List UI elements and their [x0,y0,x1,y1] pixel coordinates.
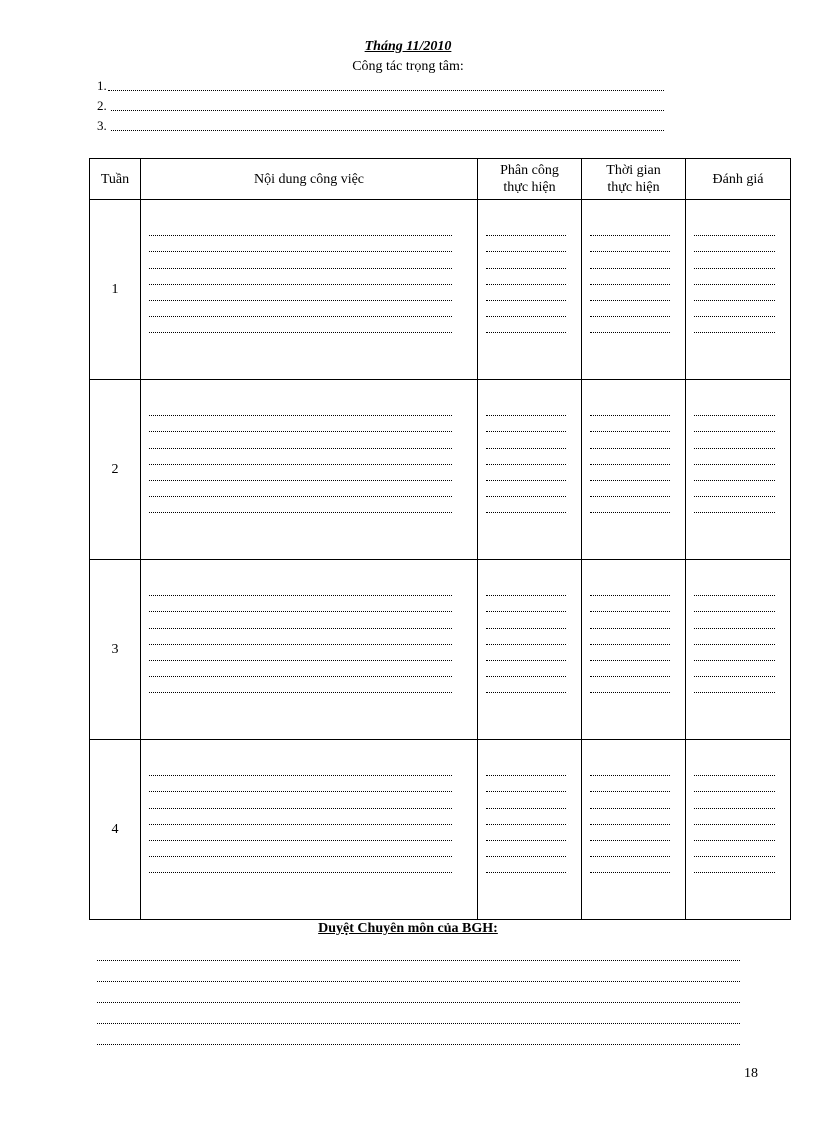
dotted-fill-line [694,580,775,596]
assignee-cell [478,560,582,740]
dotted-fill-line [486,432,566,448]
evaluation-cell [686,380,791,560]
dotted-lines-group [478,380,581,559]
dotted-fill-line [149,760,452,776]
dotted-lines-group [141,380,477,559]
dotted-fill-line [590,612,670,628]
page-title: Tháng 11/2010 [364,39,452,54]
dotted-fill-line [486,481,566,497]
week-number-cell: 2 [90,380,141,560]
dotted-fill-line [486,400,566,416]
dotted-fill-line [486,825,566,841]
dotted-fill-line [694,252,775,268]
dotted-fill-line [694,645,775,661]
time-cell [582,380,686,560]
dotted-fill-line [486,677,566,693]
content-cell [141,380,478,560]
table-row [90,200,791,380]
dotted-fill-line [149,416,452,432]
dotted-fill-line [486,857,566,873]
dotted-fill-line [149,236,452,252]
dotted-fill-line [149,677,452,693]
dotted-fill-line [694,481,775,497]
dotted-fill-line [694,301,775,317]
dotted-fill-line [149,301,452,317]
dotted-fill-line [149,400,452,416]
dotted-fill-line [694,792,775,808]
dotted-fill-line [149,449,452,465]
dotted-lines-group [686,560,790,739]
approval-heading: Duyệt Chuyên môn của BGH: [318,921,498,936]
dotted-fill-line [590,220,670,236]
assignee-cell [478,200,582,380]
task-number: 1. [97,78,107,93]
dotted-fill-line [590,465,670,481]
task-number: 3. [97,118,110,133]
dotted-fill-line [486,285,566,301]
dotted-fill-line [486,317,566,333]
dotted-fill-line [590,776,670,792]
dotted-fill-line [111,120,664,131]
dotted-fill-line [694,285,775,301]
column-header-time: Thời gian thực hiện [582,159,686,200]
dotted-fill-line [149,269,452,285]
dotted-lines-group [582,200,685,379]
table-header-row [90,159,791,200]
dotted-fill-line [590,317,670,333]
dotted-fill-line [590,481,670,497]
dotted-fill-line [590,792,670,808]
table-row [90,560,791,740]
dotted-fill-line [486,645,566,661]
dotted-fill-line [694,677,775,693]
dotted-lines-group [686,380,790,559]
dotted-fill-line [486,252,566,268]
dotted-fill-line [694,612,775,628]
dotted-fill-line [97,961,740,982]
dotted-fill-line [149,596,452,612]
dotted-fill-line [590,596,670,612]
dotted-fill-line [486,841,566,857]
dotted-lines-group [582,380,685,559]
dotted-fill-line [149,432,452,448]
week-number-cell: 4 [90,740,141,920]
dotted-lines-group [141,200,477,379]
dotted-fill-line [486,301,566,317]
dotted-fill-line [149,661,452,677]
weekly-plan-table [89,158,791,920]
dotted-fill-line [590,629,670,645]
dotted-fill-line [149,481,452,497]
dotted-fill-line [590,400,670,416]
dotted-fill-line [694,400,775,416]
dotted-fill-line [486,776,566,792]
dotted-fill-line [694,857,775,873]
dotted-fill-line [486,661,566,677]
dotted-lines-group [582,560,685,739]
dotted-fill-line [590,236,670,252]
dotted-lines-group [141,560,477,739]
dotted-fill-line [111,100,664,111]
table-row [90,740,791,920]
time-cell [582,740,686,920]
dotted-fill-line [149,317,452,333]
evaluation-cell [686,560,791,740]
dotted-fill-line [694,497,775,513]
content-cell [141,740,478,920]
dotted-fill-line [694,596,775,612]
approval-fill-lines [97,940,740,1045]
dotted-fill-line [694,236,775,252]
dotted-fill-line [590,497,670,513]
dotted-fill-line [590,449,670,465]
time-cell [582,560,686,740]
dotted-fill-line [694,841,775,857]
table-row [90,380,791,560]
dotted-fill-line [590,269,670,285]
dotted-fill-line [590,677,670,693]
dotted-fill-line [149,285,452,301]
task-line-1 [97,78,664,94]
dotted-fill-line [486,269,566,285]
dotted-fill-line [149,252,452,268]
task-line-3 [97,118,664,134]
dotted-fill-line [694,465,775,481]
dotted-fill-line [149,497,452,513]
column-header-assignee: Phân công thực hiện [478,159,582,200]
dotted-fill-line [486,792,566,808]
section-subtitle: Công tác trọng tâm: [352,59,464,74]
dotted-fill-line [486,809,566,825]
dotted-fill-line [590,857,670,873]
column-header-evaluation: Đánh giá [686,159,791,200]
week-number-cell: 1 [90,200,141,380]
dotted-fill-line [486,612,566,628]
dotted-lines-group [686,200,790,379]
dotted-fill-line [694,809,775,825]
dotted-lines-group [478,200,581,379]
dotted-fill-line [694,760,775,776]
dotted-fill-line [590,432,670,448]
dotted-fill-line [694,220,775,236]
dotted-fill-line [486,236,566,252]
dotted-fill-line [694,432,775,448]
content-cell [141,560,478,740]
dotted-fill-line [97,982,740,1003]
dotted-fill-line [590,841,670,857]
dotted-fill-line [149,220,452,236]
dotted-fill-line [694,825,775,841]
dotted-fill-line [149,776,452,792]
dotted-fill-line [590,760,670,776]
dotted-fill-line [694,416,775,432]
dotted-fill-line [590,416,670,432]
dotted-fill-line [97,1024,740,1045]
dotted-fill-line [486,416,566,432]
dotted-fill-line [694,269,775,285]
dotted-fill-line [694,629,775,645]
evaluation-cell [686,740,791,920]
dotted-fill-line [149,857,452,873]
dotted-fill-line [694,776,775,792]
assignee-cell [478,380,582,560]
dotted-fill-line [694,317,775,333]
dotted-fill-line [149,841,452,857]
dotted-fill-line [149,629,452,645]
dotted-fill-line [694,661,775,677]
dotted-lines-group [141,740,477,919]
dotted-fill-line [149,612,452,628]
dotted-fill-line [486,220,566,236]
column-header-week: Tuần [90,159,141,200]
content-cell [141,200,478,380]
dotted-fill-line [149,825,452,841]
time-cell [582,200,686,380]
dotted-fill-line [486,760,566,776]
dotted-fill-line [486,449,566,465]
dotted-fill-line [590,645,670,661]
dotted-fill-line [486,629,566,645]
dotted-fill-line [486,497,566,513]
dotted-lines-group [686,740,790,919]
column-header-content: Nội dung công việc [141,159,478,200]
page-number: 18 [744,1066,758,1081]
dotted-fill-line [486,465,566,481]
assignee-cell [478,740,582,920]
dotted-fill-line [590,285,670,301]
dotted-fill-line [590,825,670,841]
dotted-fill-line [590,301,670,317]
dotted-fill-line [694,449,775,465]
dotted-fill-line [108,80,664,91]
dotted-fill-line [590,252,670,268]
dotted-fill-line [149,465,452,481]
dotted-lines-group [478,560,581,739]
evaluation-cell [686,200,791,380]
dotted-lines-group [582,740,685,919]
dotted-fill-line [590,580,670,596]
dotted-lines-group [478,740,581,919]
dotted-fill-line [590,661,670,677]
task-number: 2. [97,98,110,113]
dotted-fill-line [97,940,740,961]
dotted-fill-line [149,792,452,808]
dotted-fill-line [486,580,566,596]
task-line-2 [97,98,664,114]
dotted-fill-line [149,580,452,596]
dotted-fill-line [486,596,566,612]
dotted-fill-line [149,809,452,825]
dotted-fill-line [149,645,452,661]
dotted-fill-line [97,1003,740,1024]
dotted-fill-line [590,809,670,825]
week-number-cell: 3 [90,560,141,740]
